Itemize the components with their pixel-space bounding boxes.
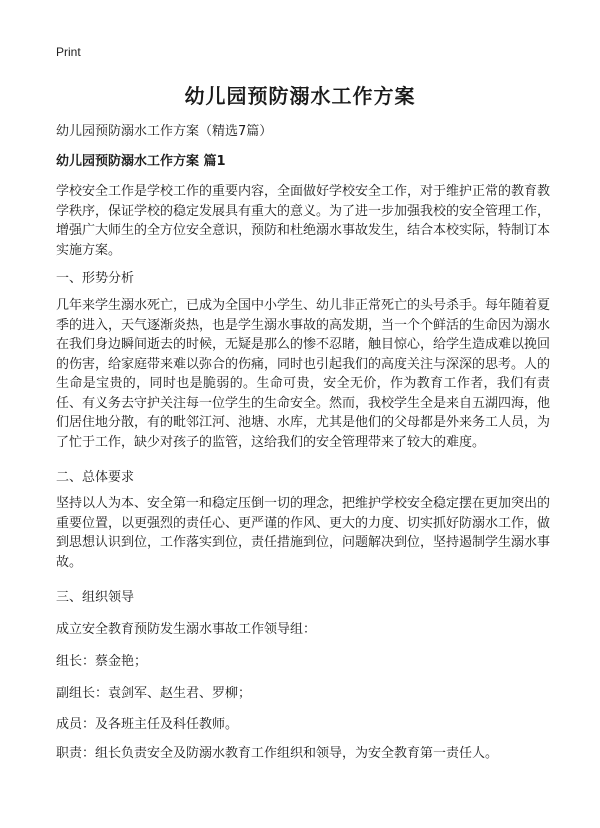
intro-paragraph: 学校安全工作是学校工作的重要内容，全面做好学校安全工作，对于维护正常的教育教学秩序，保证学校的稳定发展具有重大的意义。为了进一步加强我校的安全管理工作，增强广大师生的全方位安全意识，预防和杜绝溺水事故发生，结合本校实际，特制订本实施方案。 — [56, 184, 551, 258]
organization-leader: 组长：蔡金艳； — [56, 654, 148, 669]
document-subtitle: 幼儿园预防溺水工作方案（精选7篇） — [56, 124, 273, 139]
organization-deputies: 副组长：袁剑军、赵生君、罗柳； — [56, 686, 252, 701]
article-heading: 幼儿园预防溺水工作方案 篇1 — [56, 154, 226, 169]
page-title: 幼儿园预防溺水工作方案 — [184, 84, 416, 108]
organization-duties: 职责：组长负责安全及防溺水教育工作组织和领导，为安全教育第一责任人。 — [56, 746, 499, 761]
situation-paragraph: 几年来学生溺水死亡，已成为全国中小学生、幼儿非正常死亡的头号杀手。每年随着夏季的进入，天气逐渐炎热，也是学生溺水事故的高发期，当一个个鲜活的生命因为溺水在我们身边瞬间逝去的时候，无疑是那么的惨不忍睹，触目惊心，给学生造成难以挽回的伤害，给家庭带来难以弥合的伤痛，同时也引起我们的高度关注与深深的思考。人的生命是宝贵的，同时也是脆弱的。生命可贵，安全无价，作为教育工作者，我们有责任、有义务去守护关注每一位学生的生命安全。然而，我校学生全是来自五湖四海，他们居住地分散，有的毗邻江河、池塘、水库，尤其是他们的父母都是外来务工人员，为了忙于工作，缺少对孩子的监管，这给我们的安全管理带来了较大的难度。 — [56, 298, 551, 450]
organization-lead-text: 成立安全教育预防发生溺水事故工作领导组： — [56, 622, 317, 637]
section-heading-requirements: 二、总体要求 — [56, 470, 135, 485]
section-heading-organization: 三、组织领导 — [56, 590, 135, 605]
requirements-paragraph: 坚持以人为本、安全第一和稳定压倒一切的理念，把维护学校安全稳定摆在更加突出的重要位置，以更强烈的责任心、更严谨的作风、更大的力度、切实抓好防溺水工作，做到思想认识到位，工作落实到位，责任措施到位，问题解决到位，坚持遏制学生溺水事故。 — [56, 496, 551, 570]
section-heading-situation: 一、形势分析 — [56, 271, 135, 286]
print-link[interactable]: Print — [56, 45, 81, 59]
organization-members: 成员：及各班主任及科任教师。 — [56, 717, 239, 732]
